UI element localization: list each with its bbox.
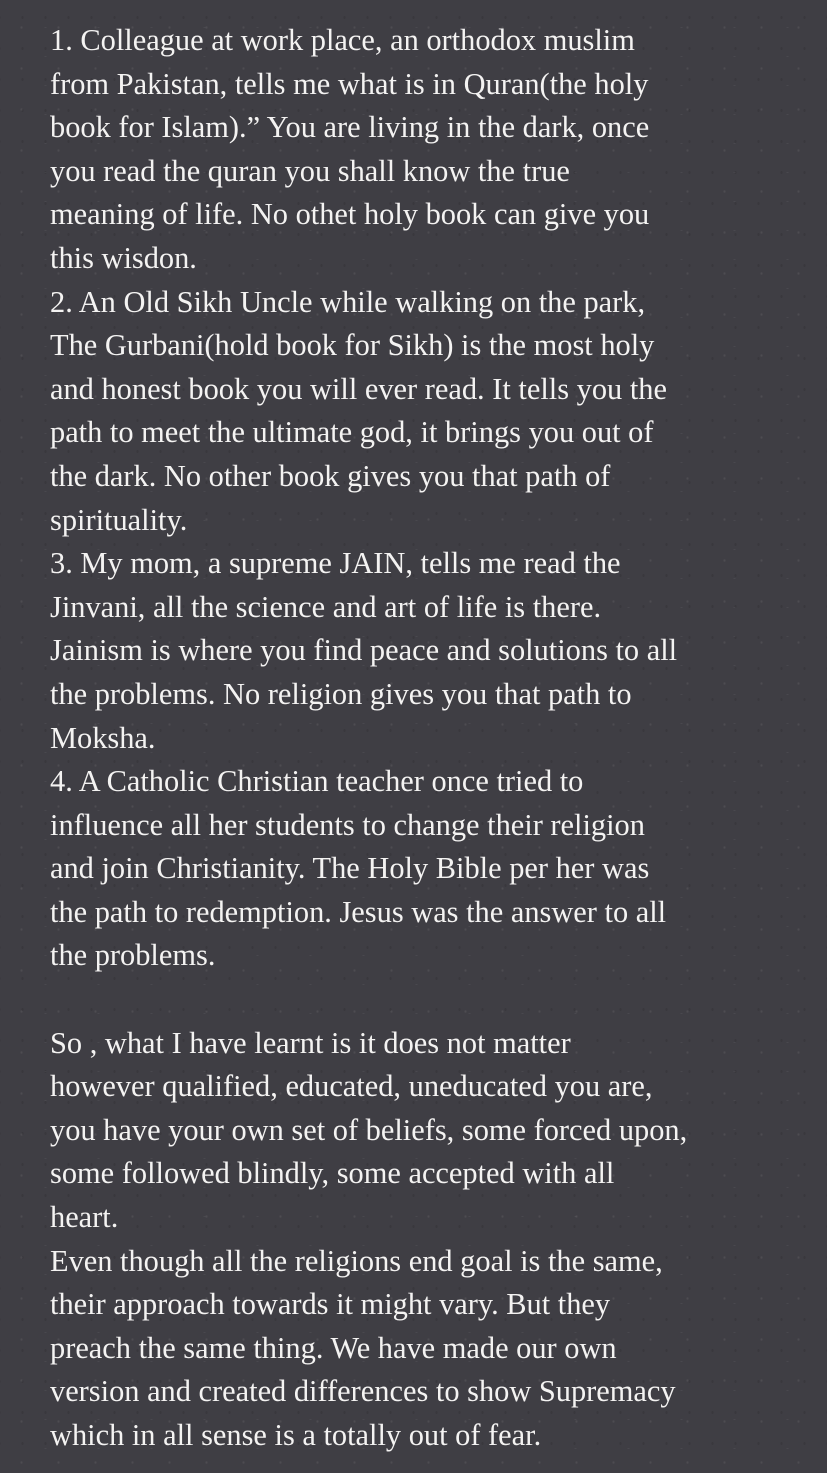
paragraph-gap bbox=[50, 978, 795, 1022]
text-line: the problems. bbox=[50, 938, 216, 973]
text-line: 2. An Old Sikh Uncle while walking on the park, bbox=[50, 284, 646, 319]
list-item-3 bbox=[50, 542, 795, 760]
text-line: influence all her students to change their religion bbox=[50, 807, 645, 842]
text-line: So , what I have learnt is it does not matter bbox=[50, 1025, 571, 1060]
text-line: The Gurbani(hold book for Sikh) is the most holy bbox=[50, 328, 655, 363]
text-line: path to meet the ultimate god, it brings you out of bbox=[50, 415, 654, 450]
text-line: from Pakistan, tells me what is in Quran(the holy bbox=[50, 66, 649, 101]
text-line: their approach towards it might vary. But they bbox=[50, 1287, 611, 1322]
text-line: you have your own set of beliefs, some forced upon, bbox=[50, 1112, 688, 1147]
conclusion-paragraph-2 bbox=[50, 1240, 795, 1458]
text-line: some followed blindly, some accepted with all bbox=[50, 1156, 615, 1191]
text-line: heart. bbox=[50, 1200, 119, 1235]
list-item-2 bbox=[50, 281, 795, 543]
text-line: Jainism is where you find peace and solutions to all bbox=[50, 633, 678, 668]
text-line: you read the quran you shall know the true bbox=[50, 153, 570, 188]
note-text bbox=[50, 19, 795, 1458]
list-item-4 bbox=[50, 760, 795, 978]
text-line: however qualified, educated, uneducated you are, bbox=[50, 1069, 653, 1104]
text-line: meaning of life. No othet holy book can give you bbox=[50, 197, 650, 232]
text-line: this wisdon. bbox=[50, 240, 197, 275]
text-line: Moksha. bbox=[50, 720, 156, 755]
text-line: Even though all the religions end goal is the same, bbox=[50, 1243, 663, 1278]
text-line: spirituality. bbox=[50, 502, 188, 537]
text-line: which in all sense is a totally out of fear. bbox=[50, 1418, 542, 1452]
text-line: preach the same thing. We have made our own bbox=[50, 1330, 617, 1365]
text-line: Jinvani, all the science and art of life is there. bbox=[50, 589, 602, 624]
conclusion-paragraph-1 bbox=[50, 1022, 795, 1240]
text-line: 3. My mom, a supreme JAIN, tells me read the bbox=[50, 546, 621, 581]
text-line: version and created differences to show Supremacy bbox=[50, 1374, 676, 1409]
text-line: 1. Colleague at work place, an orthodox muslim bbox=[50, 23, 635, 57]
text-line: and join Christianity. The Holy Bible per her was bbox=[50, 851, 650, 886]
text-line: book for Islam).” You are living in the dark, once bbox=[50, 110, 650, 145]
text-line: the dark. No other book gives you that path of bbox=[50, 458, 611, 493]
text-line: and honest book you will ever read. It tells you the bbox=[50, 371, 667, 406]
list-item-1 bbox=[50, 19, 795, 281]
text-line: 4. A Catholic Christian teacher once tried to bbox=[50, 764, 584, 799]
text-line: the path to redemption. Jesus was the answer to all bbox=[50, 894, 667, 929]
text-line: the problems. No religion gives you that path to bbox=[50, 676, 632, 711]
